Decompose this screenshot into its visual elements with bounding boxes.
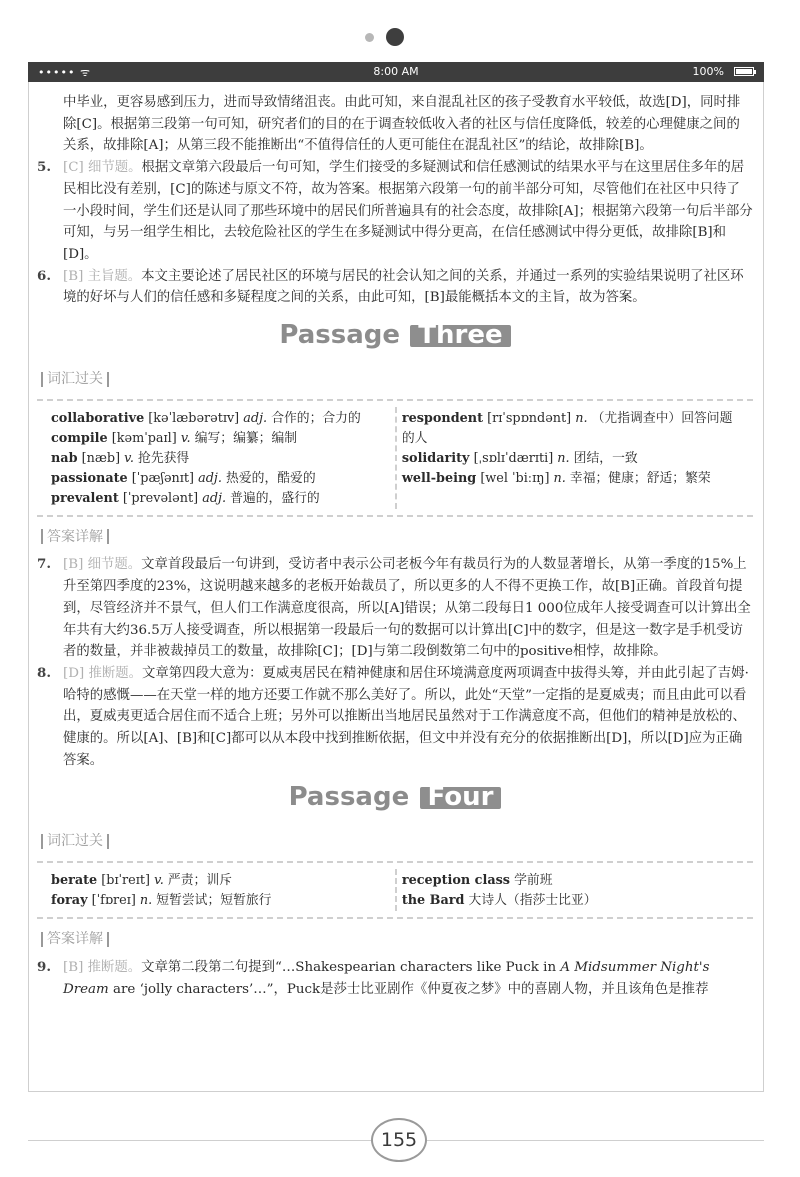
passage-number: Four (420, 787, 502, 809)
signal-icon: ••••• ᯤ (38, 66, 91, 79)
vocab-entry: passionate [ˈpæʃənɪt] adj. 热爱的，酷爱的 (51, 470, 316, 486)
status-bar (28, 62, 764, 82)
answer-item-8 (37, 663, 753, 772)
question-type: 推断题。 (88, 665, 143, 681)
answer-letter: [C] (63, 160, 84, 176)
item-text: 文章第四段大意为：夏威夷居民在精神健康和居住环境满意度两项调查中拔得头筹，并由此引起了吉姆·哈特的感慨——在天堂一样的地方还要工作就不那么美好了。所以，此处“天堂”一定指的是夏威夷；而且由此可以看出，夏威夷更适合居住而不适合上班；另外可以推断出当地居民虽然对于工作满意度不高，但他们的精神是放松的、健康的。所以[A]、[B]和[C]都可以从本段中找到推断依据，但文中并没有充分的依据推断出[D]，所以[D]应为正确答案。 (63, 665, 749, 768)
battery-icon (734, 67, 754, 76)
vocab-entry: respondent [rɪˈspɒndənt] n. （尤指调查中）回答问题的人 (401, 410, 733, 446)
answer-letter: [B] (63, 268, 84, 284)
battery-fill (736, 69, 752, 74)
battery-percent: 100% (692, 65, 724, 78)
vocab-entry: well-being [wel ˈbiːɪŋ] n. 幸福；健康；舒适；繁荣 (401, 470, 711, 486)
question-type: 细节题。 (87, 160, 142, 176)
vocab-right-column (388, 871, 739, 911)
vocab-entry: prevalent [ˈprevələnt] adj. 普遍的，盛行的 (51, 490, 320, 506)
item-number: 9. (37, 958, 51, 975)
question-type: 细节题。 (87, 557, 142, 573)
item-number: 5. (37, 159, 51, 176)
question-type: 推断题。 (87, 959, 142, 975)
item-text: are ‘jolly characters’…”，Puck是莎士比亚剧作《仲夏夜之梦》中的喜剧人物，并且该角色是推荐 (108, 981, 709, 997)
answer-letter: [B] (63, 959, 84, 975)
vocab-heading: 词汇过关 (37, 831, 753, 853)
item-text: 文章第二段第二句提到“…Shakespearian characters like Puck in (141, 959, 561, 975)
page-dot-inactive[interactable] (365, 33, 374, 42)
passage-number: Three (410, 325, 510, 347)
clock: 8:00 AM (373, 65, 419, 78)
page-number: 155 (371, 1118, 427, 1162)
page-dot-active[interactable] (386, 28, 404, 46)
passage-label: Passage (288, 782, 410, 813)
top-paragraph: 中毕业，更容易感到压力，进而导致情绪沮丧。由此可知，来自混乱社区的孩子受教育水平较低，故选[D]，同时排除[C]。根据第三段第一句可知，研究者们的目的在于调查较低收入者的社区与信任度降低，较差的心理健康之间的关系，故排除[A]；从第三段不能推断出“不值得信任的人更可能住在混乱社区”的结论，故排除[B]。 (63, 95, 741, 154)
vocab-entry: reception class 学前班 (401, 873, 553, 889)
answer-item-5 (37, 157, 753, 266)
answers-heading: 答案详解 (37, 527, 753, 549)
vocab-right-column (388, 409, 739, 489)
vocab-entry: the Bard 大诗人（指莎士比亚） (401, 893, 597, 909)
footer-rule (28, 1140, 371, 1141)
vocab-box-three (37, 399, 753, 517)
vocab-left-column (37, 871, 388, 911)
page-indicator (0, 28, 800, 48)
vocab-box-four (37, 861, 753, 919)
item-text: 文章首段最后一句讲到，受访者中表示公司老板今年有裁员行为的人数显著增长，从第一季度的15%上升至第四季度的23%，这说明越来越多的老板开始裁员了，所以更多的人不得不更换工作，故[B]正确。首段首句提到，尽管经济并不景气，但人们工作满意度很高，所以[A]错误；从第二段每日1 000位成年人接受调查可以计算出全年共有大约36.5万人接受调查，所以根据第一段最后一句的数据可以计算出[C]中的数字，但是这一数字是手机受访者的数量，并非被裁掉员工的数量，故排除[C]；[D]与第二段倒数第二句中的positive相悖，故排除。 (63, 557, 751, 660)
answer-letter: [D] (63, 665, 85, 681)
item-number: 6. (37, 267, 51, 284)
play-title: A Midsummer Night's Dream (63, 959, 710, 997)
answers-heading: 答案详解 (37, 929, 753, 951)
vocab-entry: nab [næb] v. 抢先获得 (51, 450, 190, 466)
vocab-entry: collaborative [kəˈlæbərətɪv] adj. 合作的；合力的 (51, 410, 361, 426)
vocab-entry: solidarity [ˌsɒlɪˈdærɪti] n. 团结，一致 (401, 450, 638, 466)
vocab-heading: 词汇过关 (37, 369, 753, 391)
passage-label: Passage (279, 320, 401, 351)
page-content (37, 92, 753, 1000)
item-text: 根据文章第六段最后一句可知，学生们接受的多疑测试和信任感测试的结果水平与在这里居住多年的居民相比没有差别，[C]的陈述与原文不符，故为答案。根据第六段第一句的前半部分可知，尽管他们在社区中只待了一小段时间，学生们还是认同了那些环境中的居民们所普遍具有的社会态度，故排除[A]；根据第六段第一句后半部分可知，与另一组学生相比，去较危险社区的学生在多疑测试中得分更高，在信任感测试中得分更低，故排除[B]和[D]。 (63, 160, 753, 262)
question-type: 主旨题。 (87, 268, 142, 284)
answer-letter: [B] (63, 557, 84, 573)
answer-item-6 (37, 266, 753, 309)
passage-four-title (37, 782, 753, 825)
answer-item-7 (37, 554, 753, 663)
item-number: 8. (37, 664, 51, 681)
vocab-entry: berate [bɪˈreɪt] v. 严责；训斥 (51, 873, 232, 889)
vocab-entry: compile [kəmˈpaɪl] v. 编写；编纂；编制 (51, 430, 298, 446)
footer-rule (427, 1140, 764, 1141)
answer-item-9 (37, 957, 753, 1000)
passage-three-title (37, 320, 753, 363)
vocab-entry: foray [ˈfɒreɪ] n. 短暂尝试；短暂旅行 (51, 893, 272, 909)
vocab-left-column (37, 409, 388, 509)
item-number: 7. (37, 556, 51, 573)
item-text: 本文主要论述了居民社区的环境与居民的社会认知之间的关系，并通过一系列的实验结果说明了社区环境的好坏与人们的信任感和多疑程度之间的关系，由此可知，[B]最能概括本文的主旨，故为答案。 (63, 268, 744, 306)
